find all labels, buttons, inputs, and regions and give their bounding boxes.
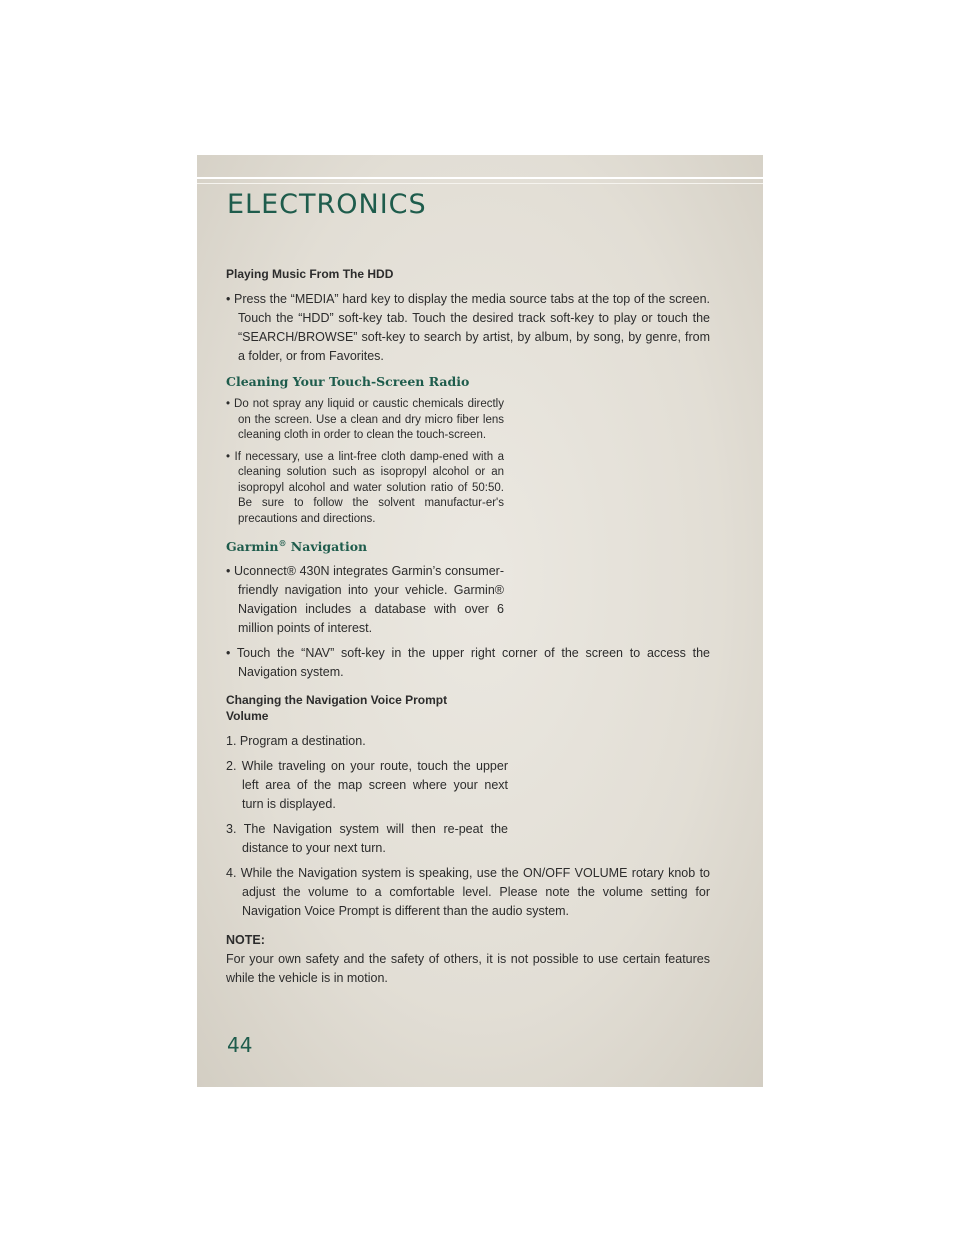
garmin-heading-rest: Navigation: [286, 539, 368, 555]
top-rule: [197, 177, 763, 179]
voice-prompt-step-2: 2. While traveling on your route, touch the upper left area of the map screen where your next turn is displayed.: [226, 759, 508, 812]
voice-prompt-step-1: 1. Program a destination.: [226, 734, 366, 749]
cleaning-heading: Cleaning Your Touch-Screen Radio: [226, 374, 470, 389]
garmin-heading-brand: Garmin: [226, 539, 279, 555]
garmin-bullet-2: • Touch the “NAV” soft-key in the upper right corner of the screen to access the Navigation system.: [226, 646, 710, 680]
page-content: [226, 266, 710, 994]
voice-prompt-heading: Changing the Navigation Voice Prompt Volume: [226, 693, 448, 724]
manual-page: [197, 155, 763, 1087]
top-rule-secondary: [197, 183, 763, 184]
page-number: 44: [227, 1033, 253, 1057]
hdd-heading: Playing Music From The HDD: [226, 267, 394, 281]
registered-mark: ®: [278, 538, 287, 548]
garmin-bullet-1: • Uconnect® 430N integrates Garmin’s consumer-friendly navigation into your vehicle. Garmin® Navigation includes a database with over 6 million points of interest.: [226, 564, 504, 636]
cleaning-bullet-2: • If necessary, use a lint-free cloth damp-ened with a cleaning solution such as isopropyl alcohol or an isopropyl alcohol and water solution ratio of 50:50. Be sure to follow the solvent manufactur-er's precautions and directions.: [226, 450, 504, 525]
hdd-bullet-1: • Press the “MEDIA” hard key to display the media source tabs at the top of the screen. Touch the “HDD” soft-key tab. Touch the desired track soft-key to play or touch the “SEARCH/BROWSE” soft-key to search by artist, by album, by song, by genre, from a folder, or from Favorites.: [226, 292, 710, 363]
garmin-heading: [226, 535, 710, 555]
note-label: NOTE:: [226, 933, 265, 948]
section-title: ELECTRONICS: [227, 189, 427, 220]
cleaning-bullet-1: • Do not spray any liquid or caustic chemicals directly on the screen. Use a clean and dry micro fiber lens cleaning cloth in order to clean the touch-screen.: [226, 398, 504, 441]
voice-prompt-step-3: 3. The Navigation system will then re-peat the distance to your next turn.: [226, 822, 508, 856]
voice-prompt-step-4: 4. While the Navigation system is speaking, use the ON/OFF VOLUME rotary knob to adjust the volume to a comfortable level. Please note the volume setting for Navigation Voice Prompt is different than the audio system.: [226, 866, 710, 919]
note-text: For your own safety and the safety of others, it is not possible to use certain features while the vehicle is in motion.: [226, 952, 710, 986]
